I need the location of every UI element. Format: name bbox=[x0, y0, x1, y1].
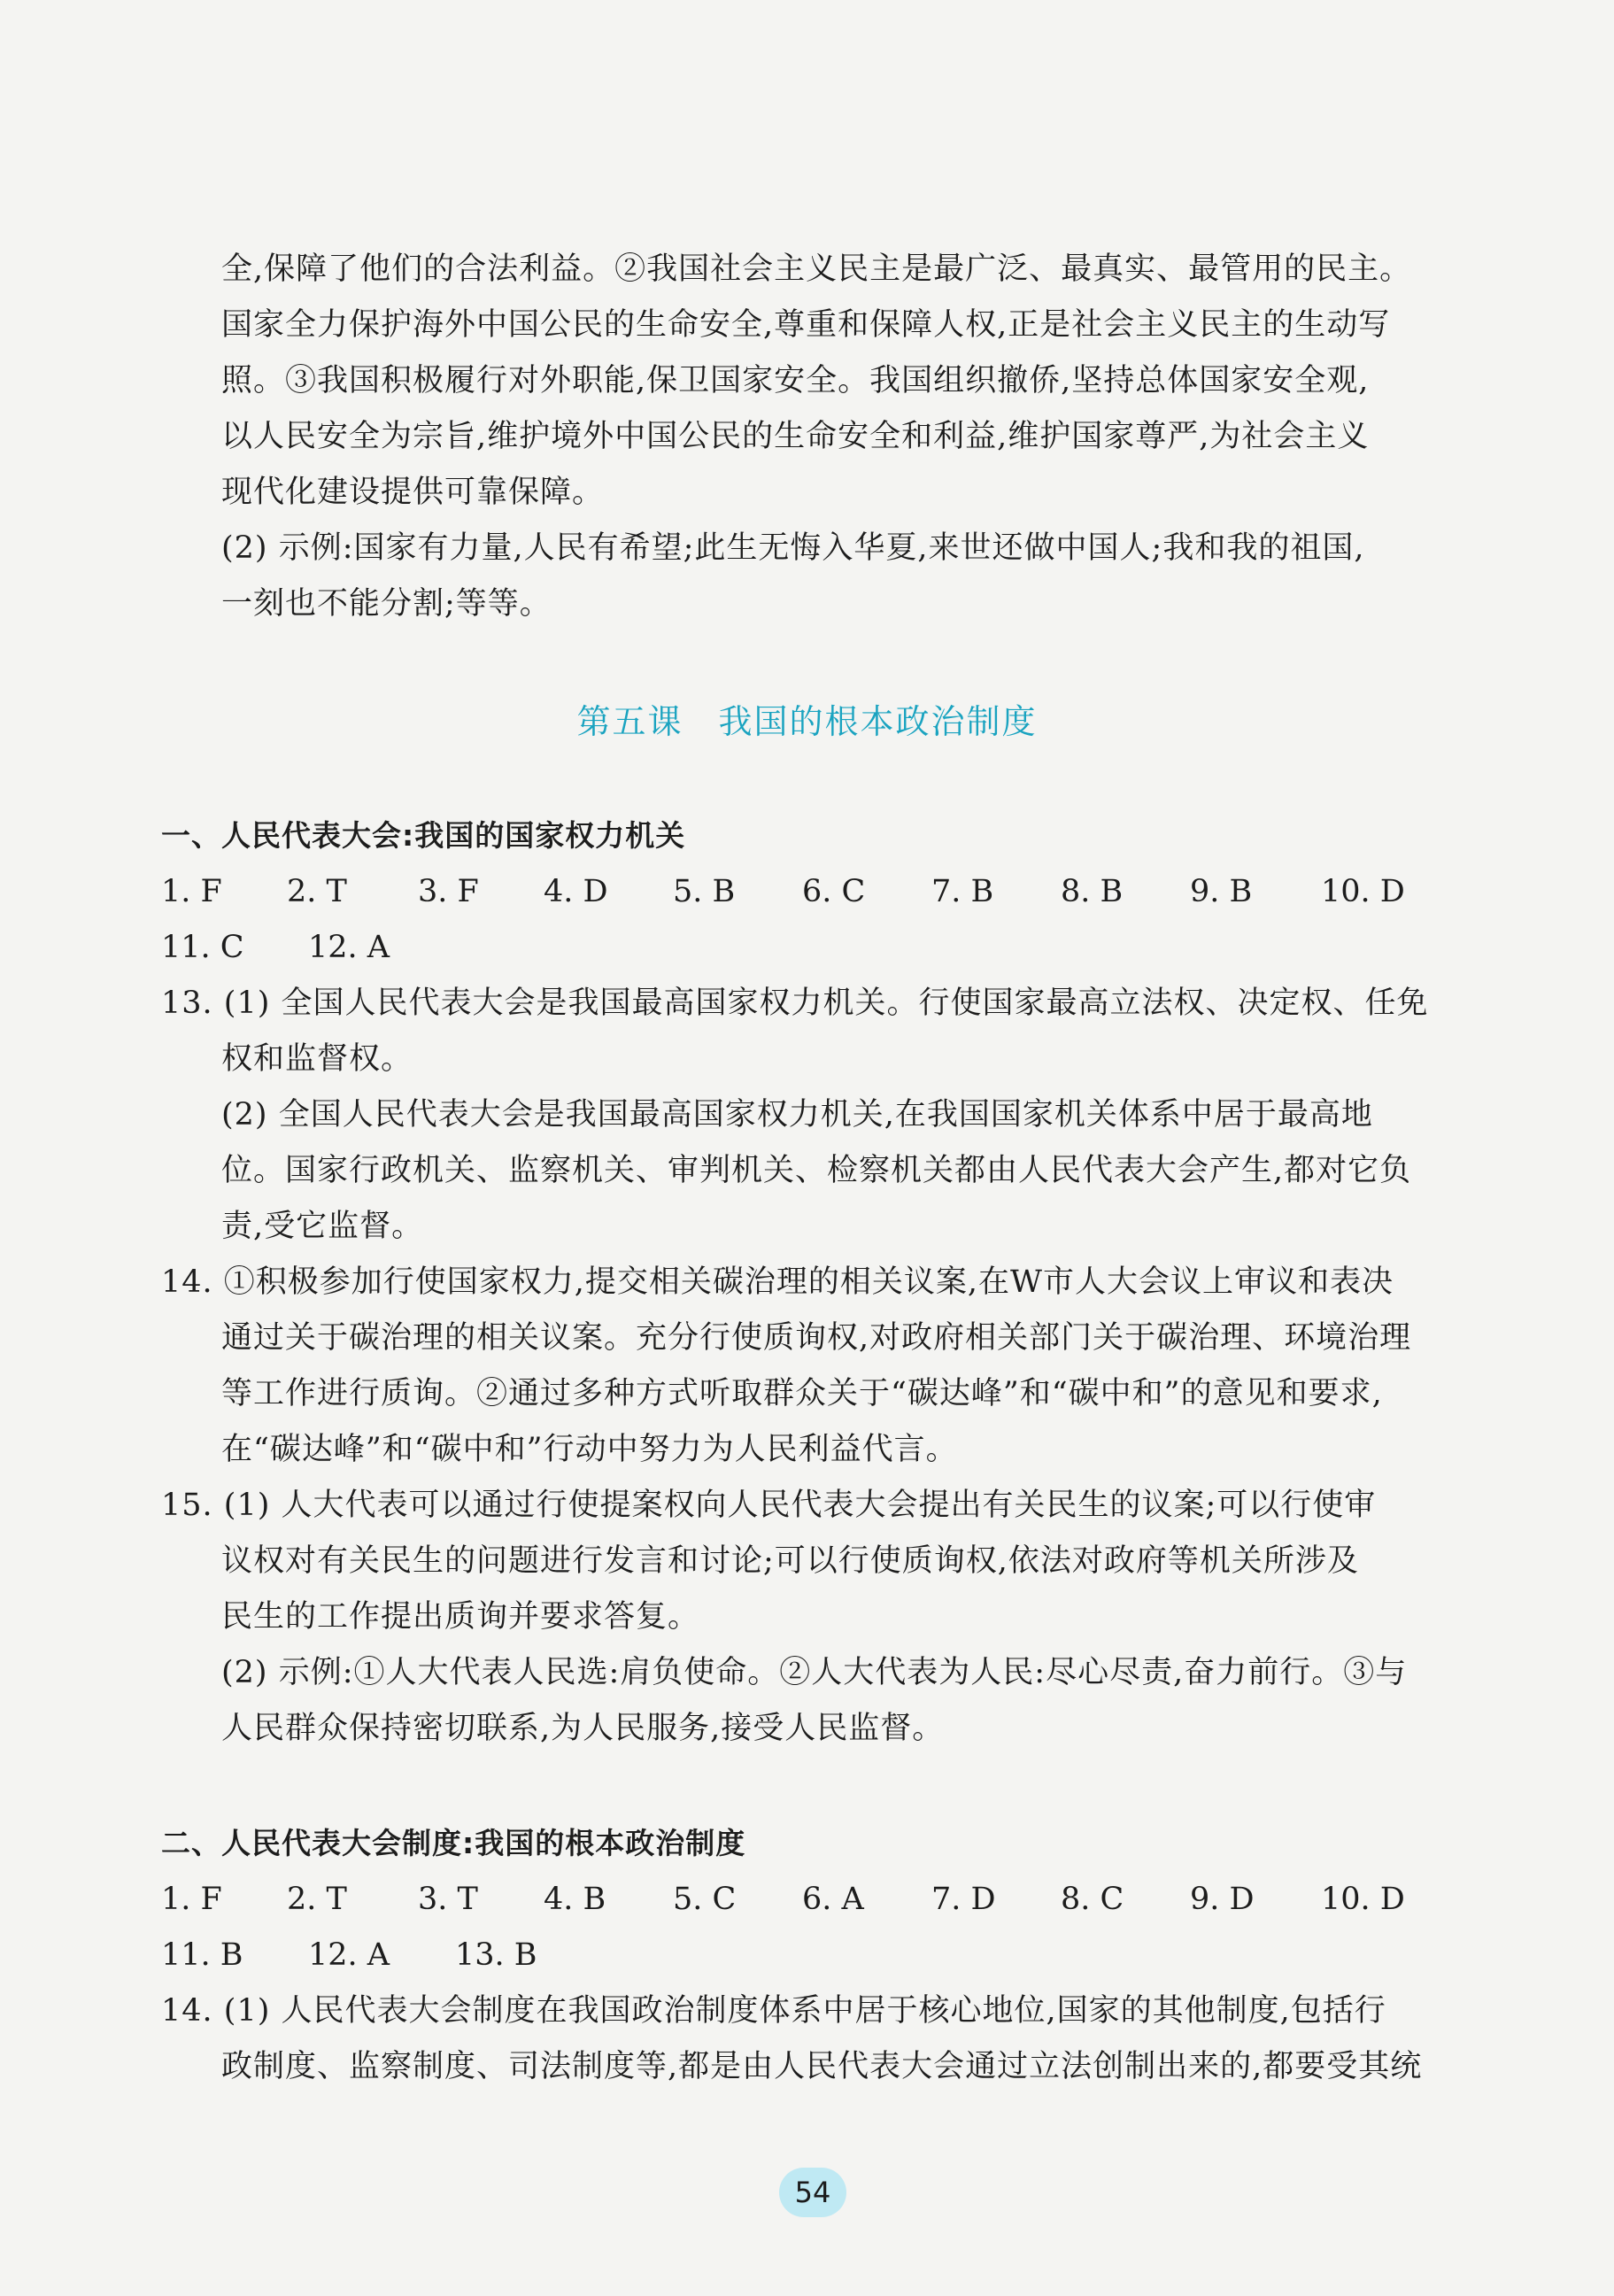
answer-item: 10. D bbox=[1321, 874, 1405, 909]
answer-line: 14. ①积极参加行使国家权力,提交相关碳治理的相关议案,在W市人大会议上审议和表决 bbox=[161, 1264, 1394, 1300]
answer-row bbox=[161, 928, 692, 967]
answer-line: 人民群众保持密切联系,为人民服务,接受人民监督。 bbox=[221, 1711, 945, 1746]
answer-line: 在“碳达峰”和“碳中和”行动中努力为人民利益代言。 bbox=[221, 1432, 958, 1467]
answer-item: 12. A bbox=[308, 1937, 390, 1973]
page-number-badge: 54 bbox=[779, 2168, 846, 2217]
paragraph-line: 照。③我国积极履行对外职能,保卫国家安全。我国组织撤侨,坚持总体国家安全观, bbox=[221, 363, 1370, 398]
answer-line: 位。国家行政机关、监察机关、审判机关、检察机关都由人民代表大会产生,都对它负 bbox=[221, 1153, 1412, 1188]
paragraph-line: 以人民安全为宗旨,维护境外中国公民的生命安全和利益,维护国家尊严,为社会主义 bbox=[221, 419, 1370, 454]
lesson-title: 第五课 我国的根本政治制度 bbox=[576, 702, 1038, 741]
answer-item: 1. F bbox=[161, 874, 222, 909]
answer-line: (2) 全国人民代表大会是我国最高国家权力机关,在我国国家机关体系中居于最高地 bbox=[221, 1097, 1373, 1133]
answer-line: (2) 示例:①人大代表人民选:肩负使命。②人大代表为人民:尽心尽责,奋力前行。③与 bbox=[221, 1655, 1408, 1690]
answer-line: 15. (1) 人大代表可以通过行使提案权向人民代表大会提出有关民生的议案;可以行使审 bbox=[161, 1488, 1377, 1523]
answer-item: 3. T bbox=[418, 1882, 478, 1917]
answer-item: 9. D bbox=[1190, 1882, 1255, 1917]
answer-item: 7. B bbox=[931, 874, 994, 909]
answer-item: 2. T bbox=[287, 874, 347, 909]
answer-item: 3. F bbox=[418, 874, 479, 909]
answer-line: 议权对有关民生的问题进行发言和讨论;可以行使质询权,依法对政府等机关所涉及 bbox=[221, 1543, 1359, 1579]
answer-item: 5. C bbox=[673, 1882, 737, 1917]
answer-item: 8. B bbox=[1061, 874, 1124, 909]
answer-item: 11. C bbox=[161, 930, 244, 965]
paragraph-line: 全,保障了他们的合法利益。②我国社会主义民主是最广泛、最真实、最管用的民主。 bbox=[221, 251, 1412, 287]
paragraph-line: (2) 示例:国家有力量,人民有希望;此生无悔入华夏,来世还做中国人;我和我的祖国, bbox=[221, 530, 1365, 566]
paragraph-line: 一刻也不能分割;等等。 bbox=[221, 586, 552, 622]
answer-item: 8. C bbox=[1061, 1882, 1124, 1917]
answer-line: 通过关于碳治理的相关议案。充分行使质询权,对政府相关部门关于碳治理、环境治理 bbox=[221, 1320, 1412, 1356]
answer-line: 等工作进行质询。②通过多种方式听取群众关于“碳达峰”和“碳中和”的意见和要求, bbox=[221, 1376, 1383, 1411]
answer-line: 责,受它监督。 bbox=[221, 1209, 424, 1244]
answer-item: 10. D bbox=[1321, 1882, 1405, 1917]
answer-line: 民生的工作提出质询并要求答复。 bbox=[221, 1599, 700, 1635]
answer-item: 1. F bbox=[161, 1882, 222, 1917]
answer-item: 4. B bbox=[544, 1882, 606, 1917]
answer-item: 12. A bbox=[308, 930, 390, 965]
answer-item: 2. T bbox=[287, 1882, 347, 1917]
answer-line: 政制度、监察制度、司法制度等,都是由人民代表大会通过立法创制出来的,都要受其统 bbox=[221, 2049, 1423, 2084]
answer-item: 4. D bbox=[544, 874, 608, 909]
answer-item: 6. A bbox=[802, 1882, 864, 1917]
answer-line: 14. (1) 人民代表大会制度在我国政治制度体系中居于核心地位,国家的其他制度,包括行 bbox=[161, 1993, 1386, 2029]
section-heading: 二、人民代表大会制度:我国的根本政治制度 bbox=[161, 1826, 746, 1860]
answer-item: 5. B bbox=[673, 874, 736, 909]
paragraph-line: 国家全力保护海外中国公民的生命安全,尊重和保障人权,正是社会主义民主的生动写 bbox=[221, 307, 1391, 343]
section-heading: 一、人民代表大会:我国的国家权力机关 bbox=[161, 818, 686, 853]
answer-item: 7. D bbox=[931, 1882, 996, 1917]
answer-row bbox=[161, 1936, 781, 1975]
answer-item: 11. B bbox=[161, 1937, 243, 1973]
paragraph-line: 现代化建设提供可靠保障。 bbox=[221, 475, 605, 510]
answer-line: 权和监督权。 bbox=[221, 1041, 413, 1077]
answer-item: 9. B bbox=[1190, 874, 1253, 909]
answer-line: 13. (1) 全国人民代表大会是我国最高国家权力机关。行使国家最高立法权、决定权、任免 bbox=[161, 986, 1429, 1021]
answer-item: 6. C bbox=[802, 874, 866, 909]
answer-row bbox=[161, 872, 1489, 911]
answer-row bbox=[161, 1880, 1489, 1919]
answer-item: 13. B bbox=[455, 1937, 537, 1973]
